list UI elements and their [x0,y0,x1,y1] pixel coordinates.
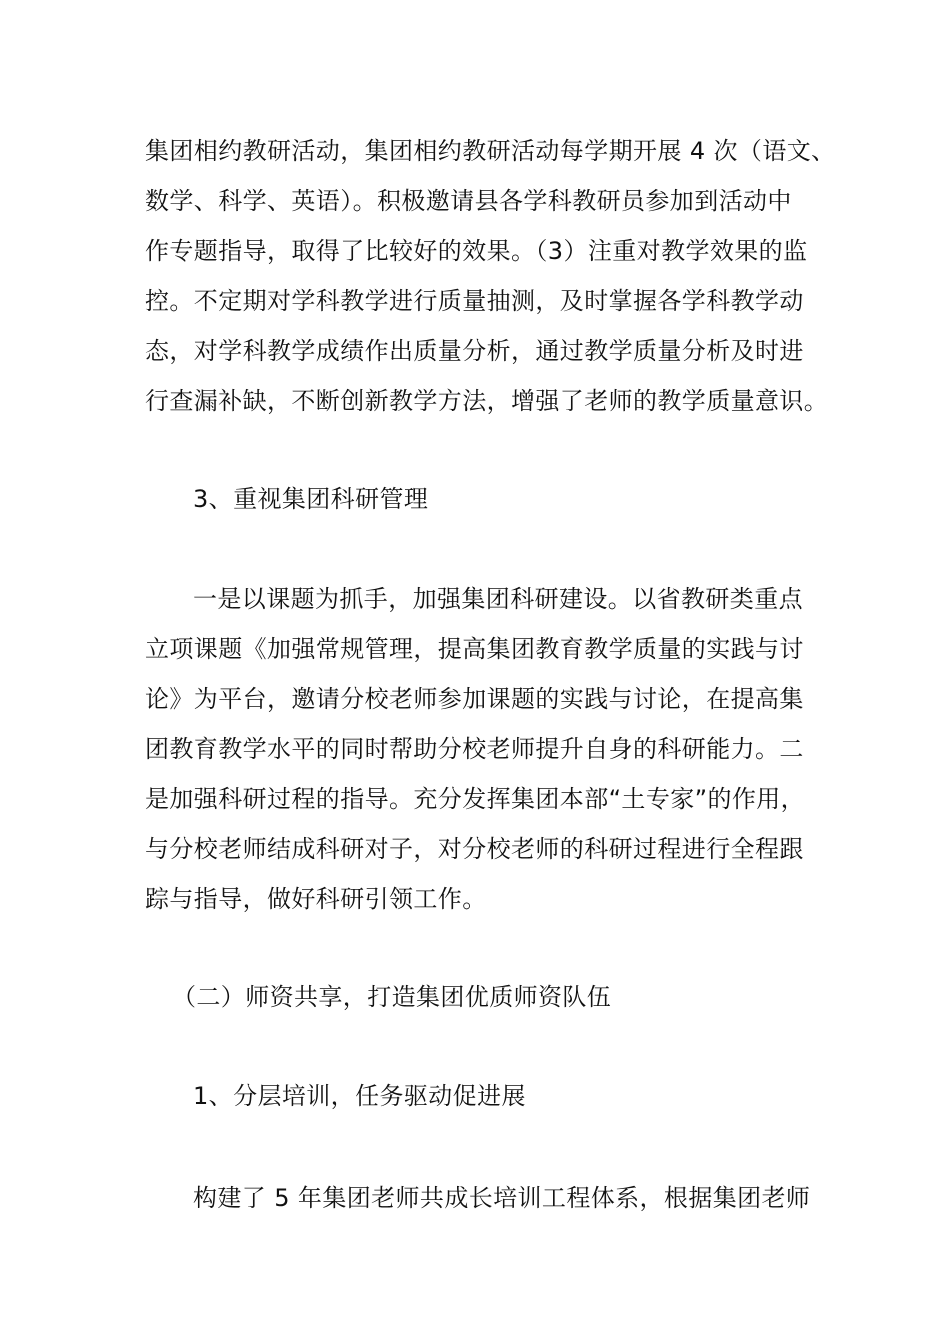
paragraph-line: 控。不定期对学科教学进行质量抽测，及时掌握各学科教学动 [145,287,804,315]
subsection-heading: 1、分层培训，任务驱动促进展 [193,1082,526,1110]
paragraph-line: 集团相约教研活动，集团相约教研活动每学期开展 4 次（语文、 [145,137,836,165]
paragraph-line: 团教育教学水平的同时帮助分校老师提升自身的科研能力。二 [145,735,804,763]
paragraph-line: 是加强科研过程的指导。充分发挥集团本部“土专家”的作用， [145,785,806,813]
paragraph-line: 踪与指导，做好科研引领工作。 [145,885,487,913]
paragraph-line: 立项课题《加强常规管理，提高集团教育教学质量的实践与讨 [145,635,804,663]
paragraph-line: 论》为平台，邀请分校老师参加课题的实践与讨论，在提高集 [145,685,804,713]
paragraph-line: 构建了 5 年集团老师共成长培训工程体系，根据集团老师 [193,1184,811,1212]
paragraph-line: 数学、科学、英语）。积极邀请县各学科教研员参加到活动中 [145,187,792,215]
paragraph-line: 与分校老师结成科研对子，对分校老师的科研过程进行全程跟 [145,835,804,863]
section-heading: （二）师资共享，打造集团优质师资队伍 [172,983,612,1011]
section-heading: 3、重视集团科研管理 [193,485,429,513]
paragraph-line: 作专题指导，取得了比较好的效果。（3）注重对教学效果的监 [145,237,808,265]
paragraph-line: 行查漏补缺，不断创新教学方法，增强了老师的教学质量意识。 [145,387,829,415]
paragraph-line: 态，对学科教学成绩作出质量分析，通过教学质量分析及时进 [145,337,804,365]
paragraph-line: 一是以课题为抓手，加强集团科研建设。以省教研类重点 [193,585,803,613]
